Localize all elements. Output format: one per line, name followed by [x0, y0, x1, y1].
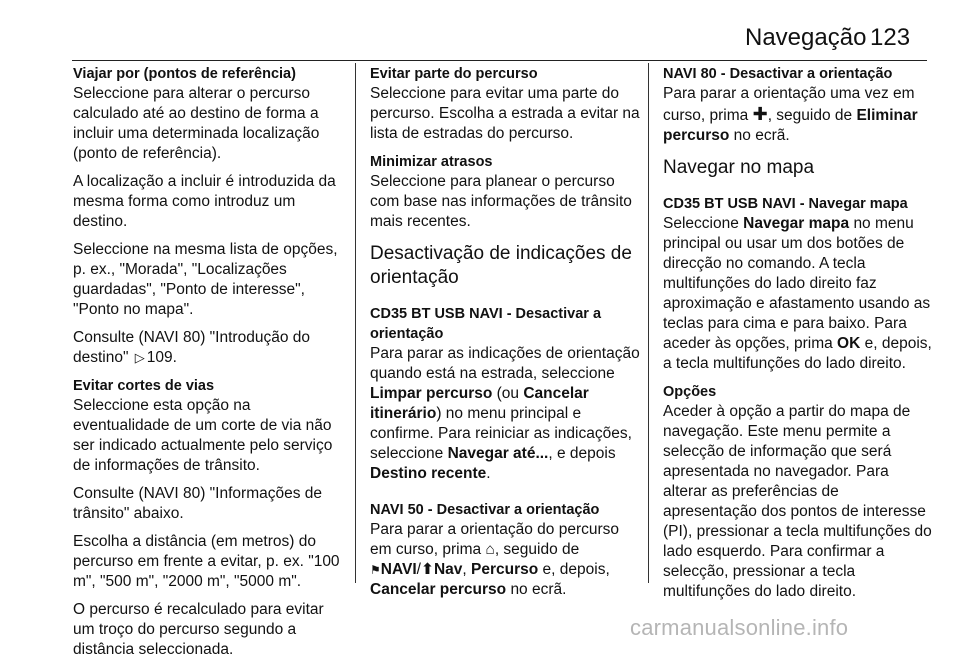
- sub-heading: Viajar por (pontos de referência): [73, 66, 296, 82]
- section-minimise-delays: [370, 152, 640, 232]
- text: Para parar as indicações de orientação quando está na estrada, seleccione: [370, 345, 640, 382]
- menu-term: OK: [837, 335, 861, 352]
- text: Para parar a orientação do percurso em curso, prima: [370, 521, 620, 558]
- paragraph: Seleccione na mesma lista de opções, p. ex., "Morada", "Localizações guardadas", "Ponto de interesse", "Ponto no mapa".: [73, 241, 338, 318]
- menu-term: Cancelar percurso: [370, 581, 507, 598]
- text: Para parar a orientação uma vez em curso, prima: [663, 85, 915, 124]
- sub-heading: Opções: [663, 384, 717, 400]
- section-cd35-cancel: [370, 304, 640, 484]
- paragraph-text: Consulte (NAVI 80) "Introdução do destino": [73, 329, 310, 366]
- section-options: [663, 382, 933, 602]
- paragraph: Seleccione para alterar o percurso calculado até ao destino de forma a incluir uma determinada localização (ponto de referência).: [73, 85, 320, 162]
- paragraph: Escolha a distância (em metros) do percurso em frente a evitar, p. ex. "100 m", "500 m", "2000 m", "5000 m".: [73, 533, 340, 590]
- column-divider: [355, 63, 356, 583]
- section-heading: Desactivação de indicações de orientação: [370, 243, 632, 288]
- paragraph: O percurso é recalculado para evitar um troço do percurso segundo a distância seleccionada.: [73, 601, 324, 658]
- paragraph: Seleccione para planear o percurso com base nas informações de trânsito mais recentes.: [370, 173, 632, 230]
- page-reference[interactable]: 109.: [146, 349, 177, 366]
- section-heading: Navegar no mapa: [663, 157, 815, 178]
- sub-heading: Minimizar atrasos: [370, 154, 493, 170]
- text: , seguido de: [767, 107, 853, 124]
- text: no ecrã.: [510, 581, 567, 598]
- text: , e depois: [548, 445, 616, 462]
- section-cd35-browse-map: [663, 194, 933, 374]
- menu-term: Eliminar percurso: [663, 107, 918, 144]
- menu-term: Percurso: [471, 561, 539, 578]
- text: , seguido de: [494, 541, 580, 558]
- arrow-up-icon: ⬆: [420, 561, 434, 578]
- paragraph: Seleccione para evitar uma parte do percurso. Escolha a estrada a evitar na lista de estradas do percurso.: [370, 85, 640, 142]
- sub-heading: Evitar cortes de vias: [73, 378, 215, 394]
- section-avoid-part: [370, 64, 640, 144]
- section-navi50-cancel: NAVI 50 - Desactivar a orientação Para parar a orientação do percurso em curso, prima ⌂, seguido de ⚑NAVI/⬆Nav, Percurso e, depois, Cancelar percurso no ecrã.: [370, 500, 640, 600]
- text: no menu principal ou usar um dos botões de direcção no comando. A tecla multifunções do lado direito faz aproximação e afastamento usando as teclas para cima e para baixo. Para aceder às opções, prima: [663, 215, 931, 352]
- watermark: carmanualsonline.info: [630, 615, 849, 640]
- page-number: 123: [870, 24, 911, 51]
- paragraph: Aceder à opção a partir do mapa de navegação. Este menu permite a selecção de informação que será apresentada no navegador. Para alterar as preferências de apresentação dos pontos de interesse (PI), pressionar a tecla multifunções do lado esquerdo. Para confirmar a selecção, pressionar a tecla multifunções do lado direito.: [663, 403, 932, 600]
- menu-term: Destino recente: [370, 465, 487, 482]
- section-avoid-roadblocks: [73, 376, 343, 476]
- menu-term: Navegar mapa: [743, 215, 850, 232]
- sub-heading: NAVI 80 - Desactivar a orientação: [663, 66, 893, 82]
- plus-icon: ✚: [752, 104, 768, 124]
- column-3: [663, 64, 933, 610]
- paragraph: [73, 328, 343, 368]
- paragraph: Consulte (NAVI 80) "Informações de trânsito" abaixo.: [73, 485, 323, 522]
- text: no ecrã.: [733, 127, 790, 144]
- column-divider: [648, 63, 649, 583]
- text: Seleccione: [663, 215, 739, 232]
- home-icon: ⌂: [485, 541, 495, 558]
- section-navi80-cancel: [663, 64, 933, 146]
- sub-heading: NAVI 50 - Desactivar a orientação: [370, 502, 600, 518]
- text: .: [486, 465, 491, 482]
- menu-term: NAVI: [380, 561, 417, 578]
- menu-term: Cancelar itinerário: [370, 385, 589, 422]
- paragraph: Seleccione esta opção na eventualidade de um corte de via não ser indicado actualmente pelo serviço de informações de trânsito.: [73, 397, 333, 474]
- menu-term: Limpar percurso: [370, 385, 493, 402]
- column-2: [370, 64, 640, 608]
- sub-heading: Evitar parte do percurso: [370, 66, 538, 82]
- text: (ou: [496, 385, 520, 402]
- column-1: [73, 64, 343, 668]
- menu-term: Nav: [433, 561, 463, 578]
- section-waypoints: [73, 64, 343, 164]
- header-rule: [72, 60, 927, 61]
- text: ) no menu principal e confirme. Para reiniciar as indicações, seleccione: [370, 405, 632, 462]
- menu-term: Navegar até...: [447, 445, 549, 462]
- flag-icon: ⚑: [370, 563, 381, 577]
- sub-heading: CD35 BT USB NAVI - Desactivar a orientação: [370, 306, 602, 342]
- text: e, depois,: [542, 561, 610, 578]
- page-title: Navegação: [745, 24, 867, 51]
- text: e, depois, a tecla multifunções do lado direito.: [663, 335, 932, 372]
- reference-arrow-icon: ▷: [134, 350, 145, 365]
- paragraph: A localização a incluir é introduzida da mesma forma como introduz um destino.: [73, 173, 336, 230]
- sub-heading: CD35 BT USB NAVI - Navegar mapa: [663, 196, 908, 212]
